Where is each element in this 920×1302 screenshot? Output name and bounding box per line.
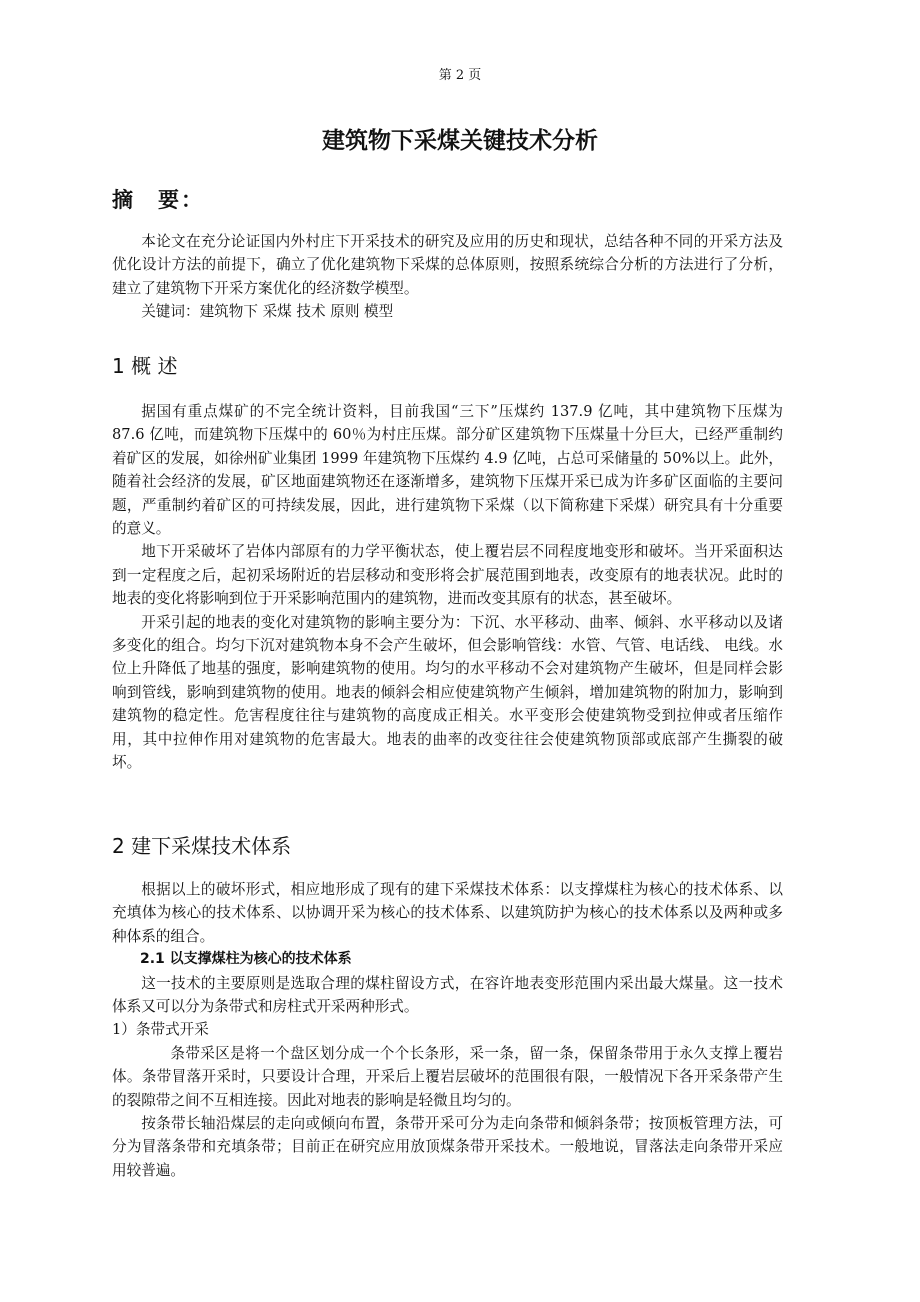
section-1-paragraph: 地下开采破坏了岩体内部原有的力学平衡状态，使上覆岩层不同程度地变形和破坏。当开采面积达到一定程度之后，起初采场附近的岩层移动和变形将会扩展范围到地表，改变原有的地表状况。此时的地表的变化将影响到位于开采影响范围内的建筑物，进而改变其原有的状态，甚至破坏。 [112, 543, 783, 608]
item-1-paragraph: 按条带长轴沿煤层的走向或倾向布置，条带开采可分为走向条带和倾斜条带；按顶板管理方法，可分为冒落条带和充填条带；目前正在研究应用放顶煤条带开采技术。一般地说，冒落法走向条带开采应用较普遍。 [112, 1115, 783, 1179]
item-1-heading: 1）条带式开采 [112, 1021, 209, 1039]
abstract-body [112, 230, 783, 324]
section-2-intro: 根据以上的破坏形式，相应地形成了现有的建下采煤技术体系：以支撑煤柱为核心的技术体系、以充填体为核心的技术体系、以协调开采为核心的技术体系、以建筑防护为核心的技术体系以及两种或多种体系的组合。 [112, 881, 783, 945]
keywords: 关键词：建筑物下 采煤 技术 原则 模型 [141, 303, 394, 321]
section-1-heading: 1 概 述 [112, 354, 178, 378]
section-1-paragraph: 据国有重点煤矿的不完全统计资料，目前我国“三下”压煤约 137.9 亿吨，其中建筑物下压煤为 87.6 亿吨，而建筑物下压煤中的 60％为村庄压煤。部分矿区建筑物下压煤量十分巨大，已经严重制约着矿区的发展，如徐州矿业集团 1999 年建筑物下压煤约 4.9 亿吨，占总可采储量的 50%以上。此外，随着社会经济的发展，矿区地面建筑物还在逐渐增多，建筑物下压煤开采已成为许多矿区面临的主要问题，严重制约着矿区的可持续发展，因此，进行建筑物下采煤（以下简称建下采煤）研究具有十分重要的意义。 [112, 403, 783, 538]
item-1-paragraph: 条带采区是将一个盘区划分成一个个长条形，采一条，留一条，保留条带用于永久支撑上覆岩体。条带冒落开采时，只要设计合理，开采后上覆岩层破坏的范围很有限，一般情况下各开采条带产生的裂隙带之间不互相连接。因此对地表的影响是轻微且均匀的。 [112, 1044, 783, 1109]
subsection-2-1-heading: 2.1 以支撑煤柱为核心的技术体系 [140, 951, 352, 968]
section-2-heading: 2 建下采煤技术体系 [112, 834, 292, 858]
page-number: 第 2 页 [438, 68, 482, 83]
abstract-heading: 摘 要： [112, 188, 204, 212]
section-1-paragraph: 开采引起的地表的变化对建筑物的影响主要分为：下沉、水平移动、曲率、倾斜、水平移动以及诸多变化的组合。均匀下沉对建筑物本身不会产生破坏，但会影响管线：水管、气管、电话线、 电线。水位上升降低了地基的强度，影响建筑物的使用。均匀的水平移动不会对建筑物产生破坏，但是同样会影响到管线，影响到建筑物的使用。地表的倾斜会相应使建筑物产生倾斜，增加建筑物的附加力，影响到建筑物的稳定性。危害程度往往与建筑物的高度成正相关。水平变形会使建筑物受到拉伸或者压缩作用，其中拉伸作用对建筑物的危害最大。地表的曲率的改变往往会使建筑物顶部或底部产生撕裂的破坏。 [112, 613, 783, 772]
section-2-body [112, 878, 783, 1182]
abstract-text: 本论文在充分论证国内外村庄下开采技术的研究及应用的历史和现状，总结各种不同的开采方法及优化设计方法的前提下，确立了优化建筑物下采煤的总体原则，按照系统综合分析的方法进行了分析，建立了建筑物下开采方案优化的经济数学模型。 [112, 233, 783, 297]
section-1-body [112, 400, 783, 775]
subsection-2-1-intro: 这一技术的主要原则是选取合理的煤柱留设方式，在容许地表变形范围内采出最大煤量。这一技术体系又可以分为条带式和房柱式开采两种形式。 [112, 974, 783, 1016]
document-title: 建筑物下采煤关键技术分析 [322, 128, 598, 154]
